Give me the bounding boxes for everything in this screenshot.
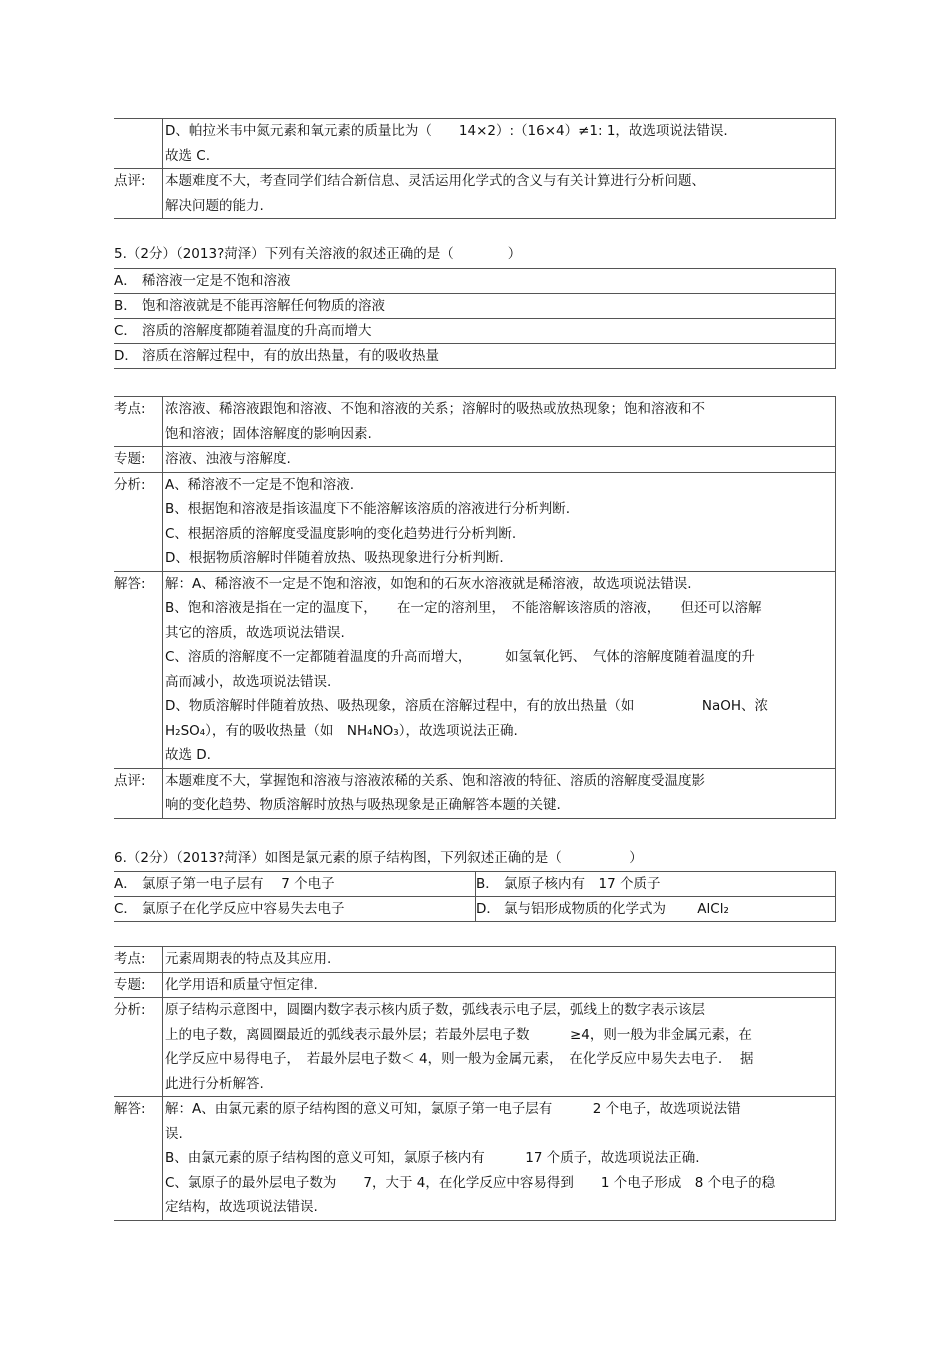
q6-fenxi-line: 化学反应中易得电子， 若最外层电子数＜ 4，则一般为金属元素， 在化学反应中易失去电子. 据 <box>165 1051 754 1067</box>
q6-fenxi-row <box>114 997 836 1096</box>
q5-fenxi-line: B、根据饱和溶液是指该温度下不能溶解该溶质的溶液进行分析判断. <box>165 501 571 517</box>
q5-option-c: C． 溶质的溶解度都随着温度的升高而增大 <box>114 318 836 343</box>
q5-dianping-label: 点评: <box>114 772 146 789</box>
q5-kaodian-line: 浓溶液、稀溶液跟饱和溶液、不饱和溶液的关系；溶解时的吸热或放热现象；饱和溶液和不 <box>165 401 705 417</box>
q6-options <box>114 871 836 922</box>
q5-jieda-line: 故选 D. <box>165 747 211 763</box>
q5-jieda-line: 其它的溶质，故选项说法错误. <box>165 624 345 641</box>
prev-analysis-line-1: D、帕拉米韦中氮元素和氧元素的质量比为（ 14×2）:（16×4）≠1: 1，故选项说法错误. <box>165 123 728 139</box>
q6-jieda-line: C、氯原子的最外层电子数为 7，大于 4，在化学反应中容易得到 1 个电子形成 8 个电子的稳 <box>165 1174 776 1191</box>
q6-fenxi-line: 原子结构示意图中，圆圈内数字表示核内质子数，弧线表示电子层，弧线上的数字表示该层 <box>165 1002 705 1018</box>
q6-kaodian-line: 元素周期表的特点及其应用. <box>165 951 332 967</box>
q5-jieda-row <box>114 571 836 768</box>
q6-jieda-label: 解答: <box>114 1101 146 1117</box>
q5-analysis-block <box>114 396 836 819</box>
q5-jieda-label: 解答: <box>114 575 146 592</box>
q6-fenxi-line: 上的电子数，离圆圈最近的弧线表示最外层；若最外层电子数 ≥4，则一般为非金属元素，在 <box>165 1026 752 1043</box>
q5-jieda-line: C、溶质的溶解度不一定都随着温度的升高而增大， 如氢氧化钙、 气体的溶解度随着温度的升 <box>165 649 755 665</box>
q5-options <box>114 268 836 369</box>
q5-fenxi-label: 分析: <box>114 476 146 493</box>
q6-fenxi-label: 分析: <box>114 1002 146 1018</box>
q5-jieda-line: 高而减小，故选项说法错误. <box>165 673 332 690</box>
q6-jieda-line: 误. <box>165 1125 183 1142</box>
q5-kaodian-row <box>114 396 836 446</box>
q6-jieda-row <box>114 1096 836 1221</box>
prev-comment-row <box>114 168 836 219</box>
q5-option-b: B． 饱和溶液就是不能再溶解任何物质的溶液 <box>114 293 836 318</box>
q5-zhuanti-line: 溶液、浊液与溶解度. <box>165 451 291 467</box>
q5-kaodian-line: 饱和溶液；固体溶解度的影响因素. <box>165 425 372 442</box>
q5-jieda-line: D、物质溶解时伴随着放热、吸热现象，溶质在溶解过程中，有的放出热量（如 NaOH、浓 <box>165 698 769 714</box>
prev-comment-label: 点评: <box>114 173 146 189</box>
q6-zhuanti-row <box>114 972 836 998</box>
q6-kaodian-row <box>114 946 836 972</box>
q5-option-d: D． 溶质在溶解过程中，有的放出热量，有的吸收热量 <box>114 343 836 369</box>
q6-zhuanti-label: 专题: <box>114 976 146 993</box>
q5-zhuanti-label: 专题: <box>114 451 146 467</box>
q6-option-a: A． 氯原子第一电子层有 7 个电子 <box>114 871 476 896</box>
q5-kaodian-label: 考点: <box>114 401 146 417</box>
q5-dianping-line: 本题难度不大，掌握饱和溶液与溶液浓稀的关系、饱和溶液的特征、溶质的溶解度受温度影 <box>165 772 705 789</box>
q6-analysis-block <box>114 946 836 1221</box>
q6-jieda-line: 定结构，故选项说法错误. <box>165 1199 318 1215</box>
q6-zhuanti-line: 化学用语和质量守恒定律. <box>165 976 318 993</box>
q6-option-b: B． 氯原子核内有 17 个质子 <box>476 871 836 896</box>
prev-analysis-line-2: 故选 C. <box>165 147 211 164</box>
q6-option-d: D． 氯与铝形成物质的化学式为 AlCl₂ <box>476 896 836 922</box>
q6-title: 6.（2分）（2013?菏泽）如图是氯元素的原子结构图，下列叙述正确的是（ ） <box>114 850 643 866</box>
q5-dianping-line: 响的变化趋势、物质溶解时放热与吸热现象是正确解答本题的关键. <box>165 797 561 813</box>
q5-option-a: A． 稀溶液一定是不饱和溶液 <box>114 268 836 293</box>
q5-fenxi-line: A、稀溶液不一定是不饱和溶液. <box>165 476 355 493</box>
prev-comment-line-2: 解决问题的能力. <box>165 197 264 214</box>
q5-fenxi-row <box>114 472 836 571</box>
q5-fenxi-line: D、根据物质溶解时伴随着放热、吸热现象进行分析判断. <box>165 550 504 566</box>
q5-title: 5.（2分）（2013?菏泽）下列有关溶液的叙述正确的是（ ） <box>114 246 522 262</box>
q6-jieda-line: B、由氯元素的原子结构图的意义可知，氯原子核内有 17 个质子，故选项说法正确. <box>165 1150 700 1166</box>
q6-option-c: C． 氯原子在化学反应中容易失去电子 <box>114 896 476 922</box>
q5-jieda-line: 解：A、稀溶液不一定是不饱和溶液，如饱和的石灰水溶液就是稀溶液，故选项说法错误. <box>165 575 692 592</box>
prev-question-block <box>114 118 836 219</box>
q6-jieda-line: 解：A、由氯元素的原子结构图的意义可知，氯原子第一电子层有 2 个电子，故选项说法错 <box>165 1101 741 1117</box>
q6-fenxi-line: 此进行分析解答. <box>165 1075 264 1092</box>
q5-dianping-row <box>114 768 836 819</box>
q5-jieda-line: H₂SO₄），有的吸收热量（如 NH₄NO₃），故选项说法正确. <box>165 722 518 739</box>
prev-comment-line-1: 本题难度不大，考查同学们结合新信息、灵活运用化学式的含义与有关计算进行分析问题、 <box>165 173 705 189</box>
q5-zhuanti-row <box>114 446 836 472</box>
q5-fenxi-line: C、根据溶质的溶解度受温度影响的变化趋势进行分析判断. <box>165 525 517 542</box>
q6-kaodian-label: 考点: <box>114 951 146 967</box>
prev-analysis-row <box>114 118 836 168</box>
q5-jieda-line: B、饱和溶液是指在一定的温度下， 在一定的溶剂里， 不能溶解该溶质的溶液， 但还可以溶解 <box>165 600 762 616</box>
